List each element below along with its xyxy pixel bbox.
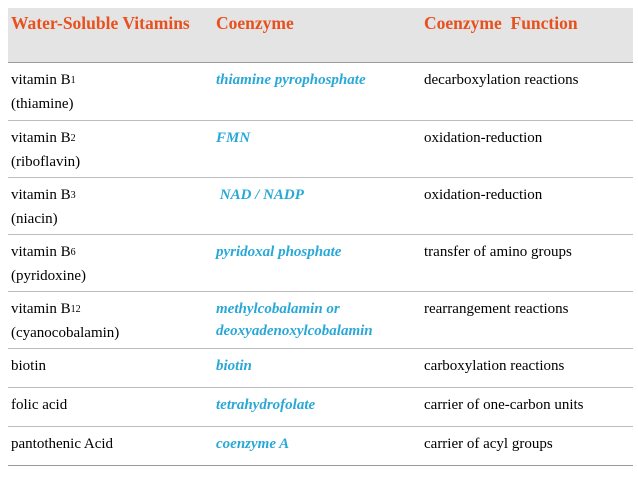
coenzyme-cell: tetrahydrofolate — [213, 387, 421, 426]
vitamin-name: vitamin B — [11, 129, 71, 146]
coenzyme-cell: pyridoxal phosphate — [213, 234, 421, 291]
vitamin-alt-name: (pyridoxine) — [11, 267, 86, 284]
function-cell: carrier of acyl groups — [421, 426, 633, 465]
vitamin-alt-name: (cyanocobalamin) — [11, 324, 120, 341]
vitamin-cell — [8, 62, 213, 120]
table-row — [8, 426, 633, 465]
table-row — [8, 348, 633, 387]
vitamin-subscript: 2 — [70, 132, 76, 144]
vitamin-subscript: 3 — [70, 189, 76, 201]
vitamin-cell: pantothenic Acid — [8, 426, 213, 465]
table-row — [8, 120, 633, 177]
function-cell: decarboxylation reactions — [421, 62, 633, 120]
header-coenzyme: Coenzyme — [213, 8, 421, 62]
vitamin-name: vitamin B — [11, 71, 71, 88]
vitamin-alt-name: (riboflavin) — [11, 153, 81, 170]
vitamin-subscript: 6 — [70, 246, 76, 258]
coenzyme-cell: biotin — [213, 348, 421, 387]
vitamin-alt-name: (niacin) — [11, 210, 58, 227]
table-row — [8, 291, 633, 348]
vitamin-cell: folic acid — [8, 387, 213, 426]
coenzyme-cell: NAD / NADP — [213, 177, 421, 234]
vitamin-alt-name: (thiamine) — [11, 95, 74, 112]
vitamin-name: vitamin B — [11, 243, 71, 260]
vitamin-cell — [8, 234, 213, 291]
vitamin-name: vitamin B — [11, 186, 71, 203]
coenzyme-line-2: deoxyadenoxylcobalamin — [216, 322, 373, 339]
function-cell: transfer of amino groups — [421, 234, 633, 291]
table-row — [8, 62, 633, 120]
table-row — [8, 234, 633, 291]
vitamin-subscript: 1 — [70, 74, 76, 86]
coenzyme-cell: coenzyme A — [213, 426, 421, 465]
header-coenzyme-function: Coenzyme Function — [421, 8, 633, 62]
coenzyme-cell: thiamine pyrophosphate — [213, 62, 421, 120]
header-row — [8, 8, 633, 62]
vitamin-cell — [8, 291, 213, 348]
vitamin-cell: biotin — [8, 348, 213, 387]
function-cell: rearrangement reactions — [421, 291, 633, 348]
coenzyme-cell: FMN — [213, 120, 421, 177]
function-cell: oxidation-reduction — [421, 120, 633, 177]
function-cell: carboxylation reactions — [421, 348, 633, 387]
vitamin-subscript: 12 — [70, 303, 81, 315]
header-water-soluble-vitamins: Water-Soluble Vitamins — [8, 8, 213, 62]
vitamin-cell — [8, 177, 213, 234]
function-cell: carrier of one-carbon units — [421, 387, 633, 426]
vitamin-name: vitamin B — [11, 300, 71, 317]
table-row — [8, 387, 633, 426]
function-cell: oxidation-reduction — [421, 177, 633, 234]
vitamin-cell — [8, 120, 213, 177]
coenzyme-cell — [213, 291, 421, 348]
coenzyme-line-1: methylcobalamin or — [216, 300, 340, 317]
vitamin-coenzyme-table — [8, 8, 633, 466]
table-row — [8, 177, 633, 234]
